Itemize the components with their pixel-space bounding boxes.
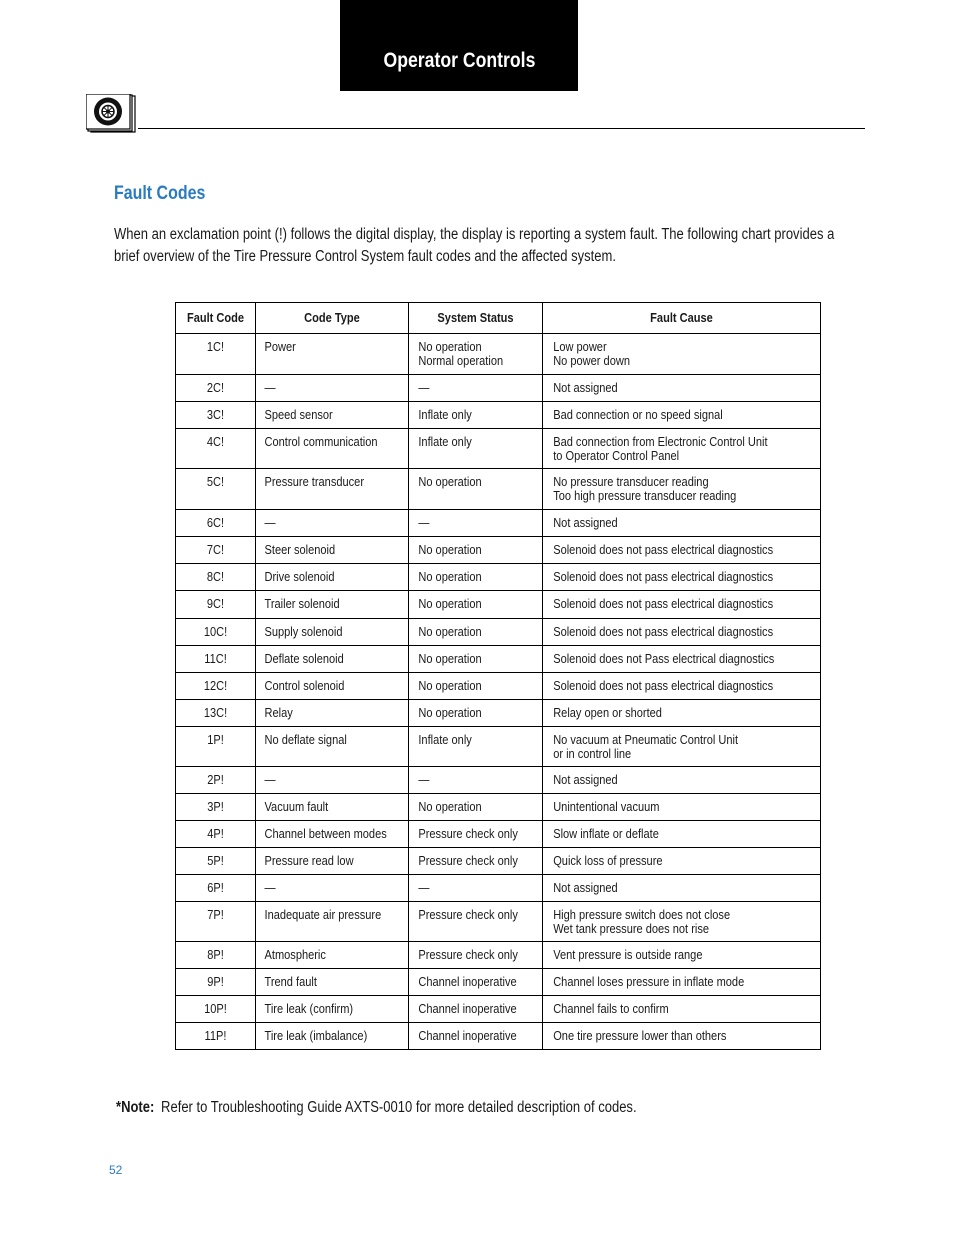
cell-fault-cause: Solenoid does not pass electrical diagnostics	[543, 619, 821, 646]
cell-fault-cause: Not assigned	[543, 767, 821, 794]
header-tab	[340, 0, 578, 91]
cell-fault-cause: One tire pressure lower than others	[543, 1023, 821, 1050]
cell-system-status: No operation	[409, 564, 543, 591]
cell-fault-cause: Solenoid does not Pass electrical diagnostics	[543, 646, 821, 673]
cell-fault-cause: Channel loses pressure in inflate mode	[543, 969, 821, 996]
cell-code-type: No deflate signal	[256, 727, 409, 767]
table-row	[176, 996, 821, 1023]
cell-fault-code: 5C!	[176, 469, 256, 510]
cell-fault-cause: Unintentional vacuum	[543, 794, 821, 821]
cell-system-status: Channel inoperative	[409, 969, 543, 996]
table-row	[176, 848, 821, 875]
section-title: Fault Codes	[114, 183, 206, 204]
cell-system-status: Channel inoperative	[409, 996, 543, 1023]
cell-fault-code: 2C!	[176, 375, 256, 402]
cell-system-status: Channel inoperative	[409, 1023, 543, 1050]
table-row	[176, 402, 821, 429]
table-row	[176, 619, 821, 646]
cell-code-type: —	[256, 510, 409, 537]
cell-code-type: Pressure transducer	[256, 469, 409, 510]
table-row	[176, 767, 821, 794]
cell-fault-code: 6P!	[176, 875, 256, 902]
cell-system-status: No operation	[409, 591, 543, 619]
cell-fault-cause: No vacuum at Pneumatic Control Unit or in control line	[543, 727, 821, 767]
table-row	[176, 591, 821, 619]
cell-system-status: No operation	[409, 794, 543, 821]
cell-system-status: No operation	[409, 537, 543, 564]
cell-fault-cause: No pressure transducer reading Too high pressure transducer reading	[543, 469, 821, 510]
cell-system-status: —	[409, 375, 543, 402]
cell-fault-cause: Quick loss of pressure	[543, 848, 821, 875]
cell-fault-cause: Not assigned	[543, 875, 821, 902]
header-fault-code: Fault Code	[176, 303, 256, 334]
cell-fault-code: 10P!	[176, 996, 256, 1023]
cell-code-type: Steer solenoid	[256, 537, 409, 564]
page-title: Operator Controls	[383, 48, 535, 72]
cell-fault-cause: High pressure switch does not close Wet tank pressure does not rise	[543, 902, 821, 942]
cell-system-status: No operation	[409, 700, 543, 727]
cell-fault-cause: Low power No power down	[543, 334, 821, 375]
table-row	[176, 727, 821, 767]
table-row	[176, 564, 821, 591]
cell-fault-code: 5P!	[176, 848, 256, 875]
cell-fault-code: 8P!	[176, 942, 256, 969]
cell-fault-code: 7P!	[176, 902, 256, 942]
cell-code-type: Inadequate air pressure	[256, 902, 409, 942]
table-row	[176, 969, 821, 996]
cell-fault-code: 10C!	[176, 619, 256, 646]
cell-fault-code: 4P!	[176, 821, 256, 848]
header-code-type: Code Type	[256, 303, 409, 334]
cell-fault-code: 11C!	[176, 646, 256, 673]
cell-fault-cause: Solenoid does not pass electrical diagnostics	[543, 564, 821, 591]
cell-code-type: Deflate solenoid	[256, 646, 409, 673]
cell-system-status: No operation	[409, 646, 543, 673]
table-row	[176, 375, 821, 402]
cell-fault-code: 2P!	[176, 767, 256, 794]
cell-fault-code: 3P!	[176, 794, 256, 821]
header-rule	[138, 128, 865, 129]
cell-system-status: No operation Normal operation	[409, 334, 543, 375]
cell-fault-code: 4C!	[176, 429, 256, 469]
cell-system-status: No operation	[409, 673, 543, 700]
cell-code-type: Drive solenoid	[256, 564, 409, 591]
cell-code-type: Trailer solenoid	[256, 591, 409, 619]
table-row	[176, 794, 821, 821]
cell-system-status: No operation	[409, 619, 543, 646]
table-row	[176, 821, 821, 848]
cell-code-type: Control communication	[256, 429, 409, 469]
note	[116, 1099, 637, 1117]
cell-fault-cause: Solenoid does not pass electrical diagnostics	[543, 673, 821, 700]
cell-system-status: Pressure check only	[409, 821, 543, 848]
header-system-status: System Status	[409, 303, 543, 334]
cell-fault-code: 1P!	[176, 727, 256, 767]
cell-system-status: Inflate only	[409, 727, 543, 767]
cell-code-type: Atmospheric	[256, 942, 409, 969]
cell-system-status: No operation	[409, 469, 543, 510]
cell-system-status: Pressure check only	[409, 848, 543, 875]
cell-fault-code: 9P!	[176, 969, 256, 996]
cell-fault-code: 13C!	[176, 700, 256, 727]
table-row	[176, 469, 821, 510]
cell-system-status: —	[409, 510, 543, 537]
cell-fault-cause: Vent pressure is outside range	[543, 942, 821, 969]
table-row	[176, 537, 821, 564]
cell-fault-cause: Bad connection from Electronic Control Unit to Operator Control Panel	[543, 429, 821, 469]
cell-code-type: —	[256, 875, 409, 902]
cell-system-status: —	[409, 875, 543, 902]
cell-fault-cause: Bad connection or no speed signal	[543, 402, 821, 429]
cell-fault-cause: Solenoid does not pass electrical diagnostics	[543, 591, 821, 619]
table-row	[176, 700, 821, 727]
cell-code-type: Power	[256, 334, 409, 375]
table-row	[176, 334, 821, 375]
cell-fault-cause: Channel fails to confirm	[543, 996, 821, 1023]
note-text: Refer to Troubleshooting Guide AXTS-0010 for more detailed description of codes.	[161, 1099, 637, 1116]
cell-code-type: Relay	[256, 700, 409, 727]
cell-fault-cause: Solenoid does not pass electrical diagnostics	[543, 537, 821, 564]
cell-fault-cause: Relay open or shorted	[543, 700, 821, 727]
cell-fault-code: 7C!	[176, 537, 256, 564]
page-number: 52	[109, 1163, 123, 1177]
table-row	[176, 429, 821, 469]
cell-code-type: Pressure read low	[256, 848, 409, 875]
cell-code-type: Tire leak (confirm)	[256, 996, 409, 1023]
cell-code-type: Tire leak (imbalance)	[256, 1023, 409, 1050]
cell-fault-code: 1C!	[176, 334, 256, 375]
cell-code-type: Channel between modes	[256, 821, 409, 848]
intro-paragraph: When an exclamation point (!) follows the digital display, the display is reporting a system fault. The following chart provides a brief overview of the Tire Pressure Control System fault codes and the affected system.	[114, 226, 835, 265]
tire-icon	[86, 94, 136, 134]
cell-fault-code: 6C!	[176, 510, 256, 537]
cell-code-type: Vacuum fault	[256, 794, 409, 821]
cell-system-status: Inflate only	[409, 402, 543, 429]
header-fault-cause: Fault Cause	[543, 303, 821, 334]
cell-fault-code: 11P!	[176, 1023, 256, 1050]
cell-fault-cause: Slow inflate or deflate	[543, 821, 821, 848]
cell-code-type: —	[256, 375, 409, 402]
cell-system-status: —	[409, 767, 543, 794]
table-row	[176, 1023, 821, 1050]
cell-fault-cause: Not assigned	[543, 510, 821, 537]
table-header-row	[176, 303, 821, 334]
table-row	[176, 902, 821, 942]
cell-code-type: Control solenoid	[256, 673, 409, 700]
fault-codes-table	[175, 302, 821, 1050]
table-row	[176, 510, 821, 537]
cell-code-type: —	[256, 767, 409, 794]
cell-fault-code: 9C!	[176, 591, 256, 619]
cell-system-status: Inflate only	[409, 429, 543, 469]
cell-code-type: Supply solenoid	[256, 619, 409, 646]
table-row	[176, 646, 821, 673]
cell-code-type: Trend fault	[256, 969, 409, 996]
cell-system-status: Pressure check only	[409, 942, 543, 969]
cell-system-status: Pressure check only	[409, 902, 543, 942]
table-row	[176, 673, 821, 700]
cell-fault-code: 8C!	[176, 564, 256, 591]
table-row	[176, 942, 821, 969]
table-row	[176, 875, 821, 902]
cell-code-type: Speed sensor	[256, 402, 409, 429]
cell-fault-cause: Not assigned	[543, 375, 821, 402]
cell-fault-code: 3C!	[176, 402, 256, 429]
note-label: *Note:	[116, 1099, 155, 1116]
cell-fault-code: 12C!	[176, 673, 256, 700]
